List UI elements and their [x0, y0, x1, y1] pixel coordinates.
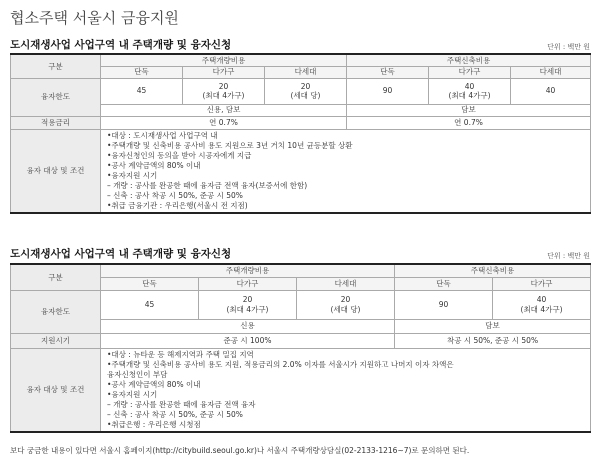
footer-note: 보다 궁금한 내용이 있다면 서울시 홈페이지(http://citybuild.seoul.go.kr)나 서울시 주택개량상담실(02-2133-1216~7)로 문의하면 된다. — [10, 446, 470, 455]
row-label-timing: 지원시기 — [11, 333, 101, 348]
condition-line: 융자신청인이 부담 — [107, 369, 168, 379]
condition-line: – 신축 : 공사 착공 시 50%, 준공 시 50% — [107, 409, 243, 419]
section1-title: 도시재생사업 사업구역 내 주택개량 및 융자신청 — [10, 39, 232, 51]
limit-cell: 45 — [101, 290, 199, 319]
section1-table — [10, 53, 591, 214]
limit-cell: 20 (세대 당) — [297, 290, 395, 319]
condition-line: •취급 금융기관 : 우리은행(서울시 전 지점) — [107, 200, 248, 210]
header-group-improve: 주택개량비용 — [101, 54, 347, 66]
header-col: 다세대 — [297, 277, 395, 290]
limit-cell: 40 (최대 4가구) — [429, 78, 511, 104]
row-label-rate: 적용금리 — [11, 116, 101, 129]
limit-cell: 45 — [101, 78, 183, 104]
header-col: 다가구 — [429, 66, 511, 78]
conditions-text — [101, 129, 591, 213]
condition-line: – 신축 : 공사 착공 시 50%, 준공 시 50% — [107, 190, 243, 200]
condition-line: •융자지원 시기 — [107, 170, 158, 180]
header-col: 단독 — [101, 277, 199, 290]
condition-line: •공사 계약금액의 80% 이내 — [107, 160, 201, 170]
timing-new: 착공 시 50%, 준공 시 50% — [395, 333, 591, 348]
rate-new: 연 0.7% — [347, 116, 591, 129]
header-gubun: 구분 — [11, 264, 101, 290]
limit-cell: 20 (최대 4가구) — [183, 78, 265, 104]
row-label-limit: 융자한도 — [11, 290, 101, 333]
condition-line: •취급은행 : 우리은행 시청점 — [107, 419, 201, 429]
header-col: 단독 — [101, 66, 183, 78]
condition-line: •공사 계약금액의 80% 이내 — [107, 379, 201, 389]
header-col: 단독 — [347, 66, 429, 78]
limit-cell: 20 (세대 당) — [265, 78, 347, 104]
header-group-new: 주택신축비용 — [347, 54, 591, 66]
limit-cell: 90 — [347, 78, 429, 104]
rate-improve: 연 0.7% — [101, 116, 347, 129]
row-label-conditions: 융자 대상 및 조건 — [11, 129, 101, 213]
section2-table — [10, 263, 591, 433]
header-col: 단독 — [395, 277, 493, 290]
collateral-new: 담보 — [347, 104, 591, 116]
condition-line: •대상 : 도시재생사업 사업구역 내 — [107, 130, 218, 140]
condition-line: •융자지원 시기 — [107, 389, 158, 399]
header-col: 다세대 — [265, 66, 347, 78]
limit-cell: 40 — [511, 78, 591, 104]
timing-improve: 준공 시 100% — [101, 333, 395, 348]
header-col: 다가구 — [493, 277, 591, 290]
header-gubun: 구분 — [11, 54, 101, 78]
conditions-text — [101, 348, 591, 432]
header-col: 다가구 — [199, 277, 297, 290]
collateral-improve: 신용, 담보 — [101, 104, 347, 116]
row-label-limit: 융자한도 — [11, 78, 101, 116]
condition-line: •주택개량 및 신축비용 공사비 용도 지원으로 3년 거치 10년 균등분할 상환 — [107, 140, 353, 150]
collateral-new: 담보 — [395, 319, 591, 333]
condition-line: •융자신청인의 동의을 받아 시공자에게 지급 — [107, 150, 252, 160]
collateral-improve: 신용 — [101, 319, 395, 333]
header-group-improve: 주택개량비용 — [101, 264, 395, 277]
limit-cell: 90 — [395, 290, 493, 319]
header-col: 다가구 — [183, 66, 265, 78]
limit-cell: 40 (최대 4가구) — [493, 290, 591, 319]
condition-line: – 개량 : 공사를 완공한 때에 융자금 전액 융자(보증서에 한함) — [107, 180, 308, 190]
limit-cell: 20 (최대 4가구) — [199, 290, 297, 319]
section2-unit: 단위 : 백만 원 — [547, 252, 590, 260]
header-col: 다세대 — [511, 66, 591, 78]
section1-unit: 단위 : 백만 원 — [547, 43, 590, 51]
section2-title: 도시재생사업 사업구역 내 주택개량 및 융자신청 — [10, 248, 232, 260]
row-label-conditions: 융자 대상 및 조건 — [11, 348, 101, 432]
condition-line: – 개량 : 공사를 완공한 때에 융자금 전액 융자 — [107, 399, 256, 409]
header-group-new: 주택신축비용 — [395, 264, 591, 277]
condition-line: •주택개량 및 신축비용 공사비 용도 지원, 적용금리의 2.0% 이자를 서울시가 지원하고 나머지 이자 차액은 — [107, 359, 454, 369]
page-title: 협소주택 서울시 금융지원 — [10, 9, 179, 27]
condition-line: •대상 : 뉴타운 등 해제지역과 주택 밀집 지역 — [107, 349, 254, 359]
